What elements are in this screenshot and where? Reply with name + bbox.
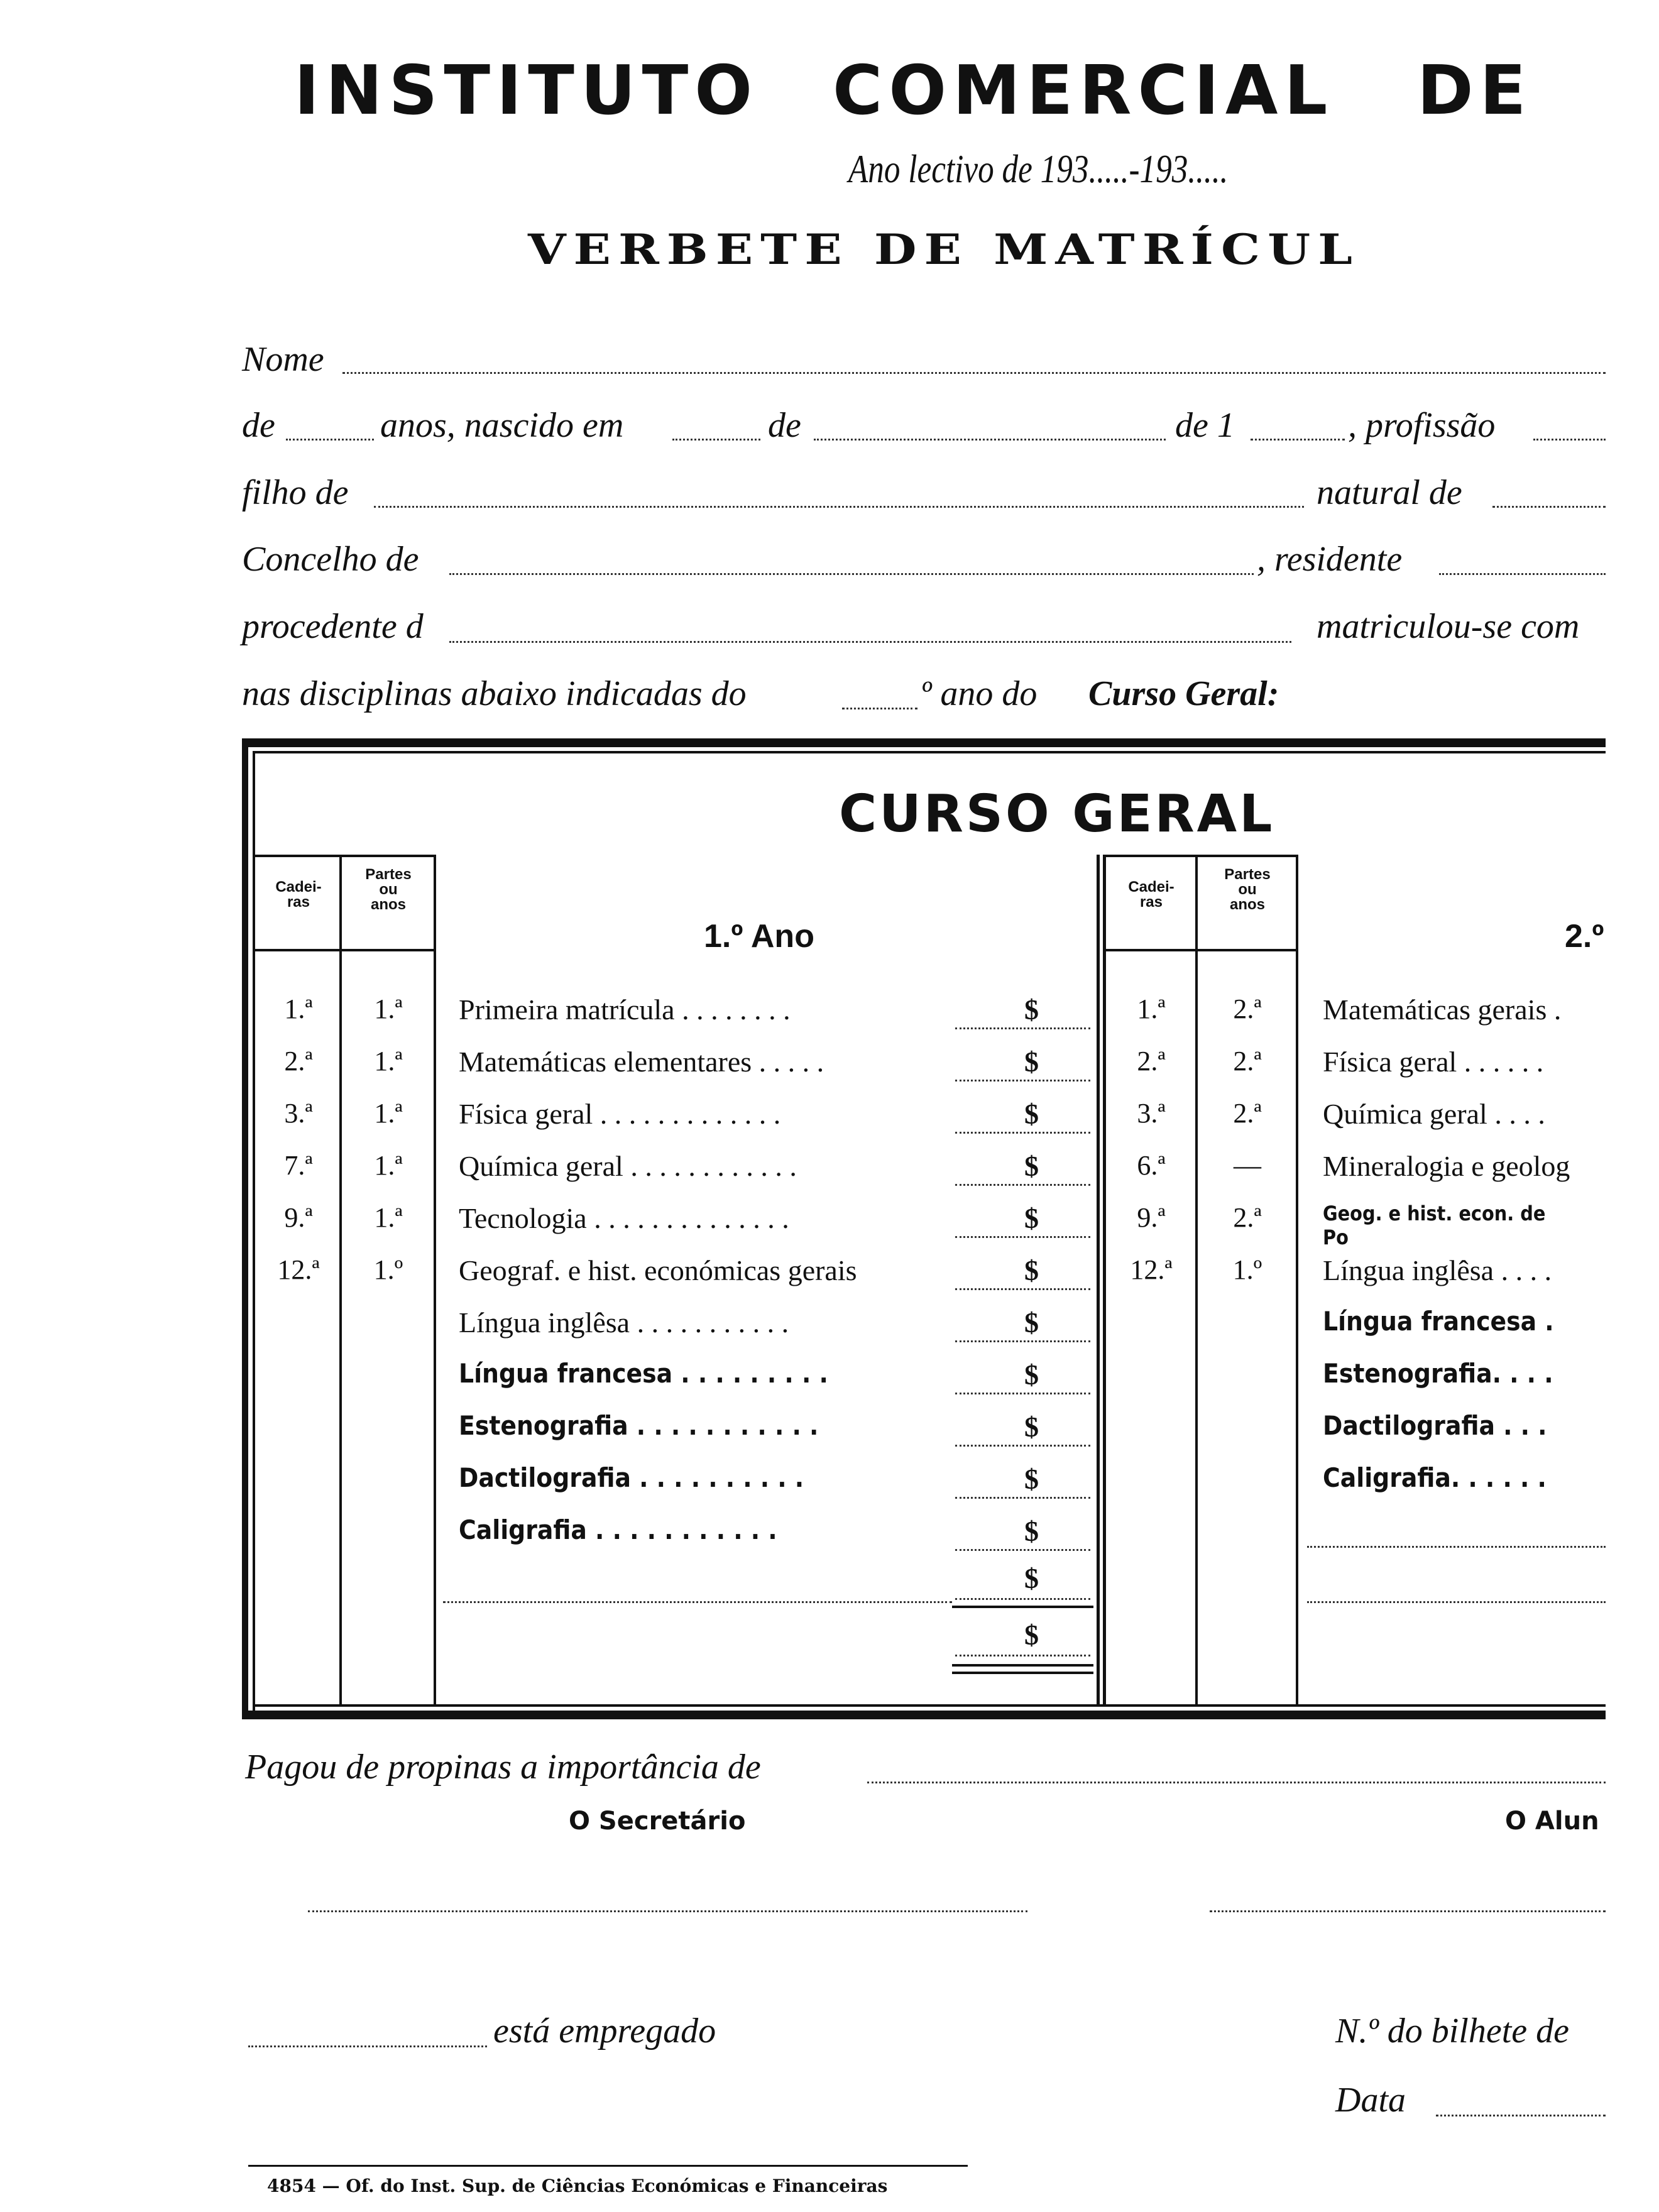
year1-row-amount-field[interactable] bbox=[955, 1027, 1090, 1029]
year1-row-parte: 1.ª bbox=[374, 1098, 403, 1129]
field-age[interactable] bbox=[286, 439, 374, 441]
extra-line-left[interactable] bbox=[443, 1601, 952, 1603]
label-concelho: Concelho de bbox=[242, 540, 419, 579]
field-birth-month[interactable] bbox=[814, 439, 1166, 441]
label-anos-nascido: anos, nascido em bbox=[380, 406, 624, 445]
total-rule-a bbox=[952, 1664, 1093, 1667]
col-rule-mid-b bbox=[1103, 855, 1106, 1704]
year1-row-subject: Tecnologia . . . . . . . . . . . . . . bbox=[459, 1202, 789, 1234]
label-aluno: O Alun bbox=[1505, 1807, 1599, 1836]
col-rule-mid-c bbox=[1103, 855, 1298, 857]
field-nome[interactable] bbox=[342, 372, 1606, 374]
year2-row-parte: 2.ª bbox=[1233, 1202, 1262, 1233]
year1-row-amount-field[interactable] bbox=[955, 1080, 1090, 1081]
form-subtitle: VERBETE DE MATRÍCUL bbox=[528, 225, 1360, 275]
year1-row-subject: Matemáticas elementares . . . . . bbox=[459, 1046, 824, 1078]
academic-year-line: Ano lectivo de 193.....-193..... bbox=[848, 146, 1229, 191]
year2-row-subject: Dactilografia . . . bbox=[1323, 1410, 1547, 1441]
field-ano-number[interactable] bbox=[842, 708, 917, 709]
label-natural: natural de bbox=[1317, 473, 1462, 512]
year1-row-cadeira: 1.ª bbox=[284, 994, 313, 1024]
field-residente[interactable] bbox=[1439, 573, 1606, 575]
year2-row-parte: 2.ª bbox=[1233, 1098, 1262, 1129]
year2-row-subject: Estenografia. . . . bbox=[1323, 1358, 1553, 1389]
field-birth-day[interactable] bbox=[672, 439, 760, 441]
year1-label: 1.º Ano bbox=[704, 918, 814, 955]
year1-row-amount-field[interactable] bbox=[955, 1184, 1090, 1186]
year1-row-dollar: $ bbox=[1024, 1359, 1039, 1391]
field-concelho[interactable] bbox=[449, 573, 1254, 575]
year1-row-dollar: $ bbox=[1024, 1306, 1039, 1339]
year1-row-dollar: $ bbox=[1024, 1150, 1039, 1182]
label-procedente: procedente d bbox=[242, 607, 424, 646]
title-word-de: DE bbox=[1417, 52, 1533, 130]
year1-row-subject: Química geral . . . . . . . . . . . . bbox=[459, 1150, 797, 1182]
field-pagou[interactable] bbox=[867, 1782, 1606, 1783]
year1-row-dollar: $ bbox=[1024, 1411, 1039, 1443]
extra-line-right-b[interactable] bbox=[1307, 1601, 1606, 1603]
col-rule-left-a bbox=[253, 855, 435, 857]
year1-row-amount-field[interactable] bbox=[955, 1497, 1090, 1499]
year1-row-subject: Geograf. e hist. económicas gerais bbox=[459, 1254, 857, 1286]
year2-row-parte: 2.ª bbox=[1233, 994, 1262, 1024]
year1-row-subject: Estenografia . . . . . . . . . . . bbox=[459, 1410, 819, 1441]
subtotal-field[interactable] bbox=[955, 1598, 1090, 1600]
signature-secretario[interactable] bbox=[308, 1910, 1027, 1912]
label-curso-geral-inline: Curso Geral: bbox=[1088, 674, 1279, 713]
subtotal-rule bbox=[952, 1606, 1093, 1608]
title-word-instituto: INSTITUTO bbox=[294, 52, 759, 130]
total-field[interactable] bbox=[955, 1655, 1090, 1656]
field-natural[interactable] bbox=[1492, 506, 1606, 508]
year2-row-parte: 1.º bbox=[1232, 1254, 1262, 1285]
year2-row-cadeira: 3.ª bbox=[1137, 1098, 1166, 1129]
curso-geral-title: CURSO GERAL bbox=[839, 784, 1275, 844]
table-bottom-thick-rule bbox=[242, 1711, 1606, 1719]
year1-row-dollar: $ bbox=[1024, 1098, 1039, 1130]
year1-row-parte: 1.ª bbox=[374, 1202, 403, 1233]
label-de-month: de bbox=[768, 406, 801, 445]
field-profissao[interactable] bbox=[1533, 439, 1606, 441]
signature-aluno[interactable] bbox=[1210, 1910, 1606, 1912]
label-disciplinas: nas disciplinas abaixo indicadas do bbox=[242, 674, 747, 713]
col-rule-mid-e bbox=[1195, 855, 1198, 1704]
col-rule-left-c bbox=[339, 855, 342, 1704]
year1-row-dollar: $ bbox=[1024, 994, 1039, 1026]
header-cadeiras-right: Cadei- ras bbox=[1128, 879, 1174, 911]
year2-row-cadeira: 2.ª bbox=[1137, 1046, 1166, 1076]
year1-row-parte: 1.ª bbox=[374, 1150, 403, 1181]
year2-row-parte: 2.ª bbox=[1233, 1046, 1262, 1076]
year2-row-cadeira: 1.ª bbox=[1137, 994, 1166, 1024]
year2-row-subject: Matemáticas gerais . bbox=[1323, 994, 1562, 1026]
col-rule-mid-a bbox=[1097, 855, 1100, 1704]
year1-row-amount-field[interactable] bbox=[955, 1393, 1090, 1394]
year1-row-cadeira: 9.ª bbox=[284, 1202, 313, 1233]
field-birth-year[interactable] bbox=[1251, 439, 1345, 441]
year1-row-cadeira: 2.ª bbox=[284, 1046, 313, 1076]
table-left-outer-rule bbox=[242, 738, 248, 1719]
label-nome: Nome bbox=[242, 340, 324, 379]
year2-row-subject: Química geral . . . . bbox=[1323, 1098, 1545, 1130]
year1-row-parte: 1.ª bbox=[374, 1046, 403, 1076]
year1-row-subject: Língua francesa . . . . . . . . . bbox=[459, 1358, 828, 1389]
year1-row-subject: Língua inglêsa . . . . . . . . . . . bbox=[459, 1306, 789, 1339]
year2-row-subject: Geog. e hist. econ. de Po bbox=[1323, 1202, 1546, 1249]
label-pagou: Pagou de propinas a importância de bbox=[245, 1748, 761, 1787]
total-dollar: $ bbox=[1024, 1619, 1039, 1651]
label-de-age: de bbox=[242, 406, 275, 445]
label-ano-do: º ano do bbox=[921, 674, 1038, 713]
year1-row-dollar: $ bbox=[1024, 1254, 1039, 1286]
year1-row-amount-field[interactable] bbox=[955, 1549, 1090, 1551]
year1-row-subject: Primeira matrícula . . . . . . . . bbox=[459, 994, 791, 1026]
year1-row-cadeira: 12.ª bbox=[277, 1254, 320, 1285]
year1-row-amount-field[interactable] bbox=[955, 1445, 1090, 1447]
year1-row-subject: Dactilografia . . . . . . . . . . bbox=[459, 1462, 804, 1493]
year1-row-dollar: $ bbox=[1024, 1046, 1039, 1078]
label-matriculou: matriculou-se com bbox=[1317, 607, 1580, 646]
subtotal-dollar: $ bbox=[1024, 1562, 1039, 1594]
header-partes-right: Partes ou anos bbox=[1224, 866, 1271, 913]
extra-line-right-a[interactable] bbox=[1307, 1546, 1606, 1548]
title-word-comercial: COMERCIAL bbox=[833, 52, 1334, 130]
total-rule-b bbox=[952, 1672, 1093, 1674]
field-empregado[interactable] bbox=[248, 2045, 487, 2047]
year1-row-dollar: $ bbox=[1024, 1515, 1039, 1547]
label-residente: , residente bbox=[1257, 540, 1403, 579]
label-empregado: está empregado bbox=[493, 2012, 716, 2050]
label-filho: filho de bbox=[242, 473, 349, 512]
year1-row-amount-field[interactable] bbox=[955, 1288, 1090, 1290]
year2-row-subject: Física geral . . . . . . bbox=[1323, 1046, 1544, 1078]
table-bottom-inner-rule bbox=[253, 1704, 1606, 1707]
year1-row-amount-field[interactable] bbox=[955, 1236, 1090, 1238]
col-rule-left-d bbox=[434, 855, 436, 1704]
year2-row-subject: Língua francesa . bbox=[1323, 1306, 1554, 1337]
header-partes-left: Partes ou anos bbox=[365, 866, 412, 913]
year1-row-cadeira: 7.ª bbox=[284, 1150, 313, 1181]
field-procedente[interactable] bbox=[449, 641, 1291, 643]
field-data[interactable] bbox=[1436, 2115, 1606, 2116]
table-top-thick-rule bbox=[242, 738, 1606, 747]
year1-row-parte: 1.ª bbox=[374, 994, 403, 1024]
year1-row-dollar: $ bbox=[1024, 1202, 1039, 1234]
year2-row-subject: Caligrafia. . . . . . bbox=[1323, 1462, 1547, 1493]
year2-row-subject: Mineralogia e geolog bbox=[1323, 1150, 1570, 1182]
year2-row-parte: — bbox=[1234, 1150, 1261, 1181]
label-data: Data bbox=[1335, 2081, 1406, 2120]
year2-label: 2.º bbox=[1565, 918, 1604, 955]
table-left-inner-rule bbox=[253, 751, 255, 1712]
field-filho[interactable] bbox=[374, 506, 1304, 508]
year2-row-cadeira: 6.ª bbox=[1137, 1150, 1166, 1181]
table-top-inner-rule bbox=[253, 751, 1606, 753]
header-cadeiras-left: Cadei- ras bbox=[275, 879, 322, 911]
col-rule-mid-d bbox=[1103, 949, 1298, 951]
label-de-year: de 1 bbox=[1175, 406, 1235, 445]
footer-rule bbox=[248, 2165, 968, 2167]
year1-row-cadeira: 3.ª bbox=[284, 1098, 313, 1129]
year2-row-cadeira: 9.ª bbox=[1137, 1202, 1166, 1233]
label-bilhete: N.º do bilhete de bbox=[1335, 2012, 1569, 2050]
year1-row-amount-field[interactable] bbox=[955, 1132, 1090, 1134]
label-profissao: , profissão bbox=[1348, 406, 1496, 445]
footer-imprint: 4854 — Of. do Inst. Sup. de Ciências Económicas e Financeiras bbox=[267, 2176, 888, 2196]
year2-row-subject: Língua inglêsa . . . . bbox=[1323, 1254, 1552, 1286]
col-rule-mid-f bbox=[1296, 855, 1298, 1704]
year2-row-cadeira: 12.ª bbox=[1130, 1254, 1173, 1285]
year1-row-parte: 1.º bbox=[373, 1254, 403, 1285]
year1-row-subject: Física geral . . . . . . . . . . . . . bbox=[459, 1098, 781, 1130]
year1-row-subject: Caligrafia . . . . . . . . . . . bbox=[459, 1514, 777, 1545]
col-rule-left-b bbox=[253, 949, 435, 951]
year1-row-dollar: $ bbox=[1024, 1463, 1039, 1495]
year1-row-amount-field[interactable] bbox=[955, 1340, 1090, 1342]
label-secretario: O Secretário bbox=[569, 1807, 746, 1836]
